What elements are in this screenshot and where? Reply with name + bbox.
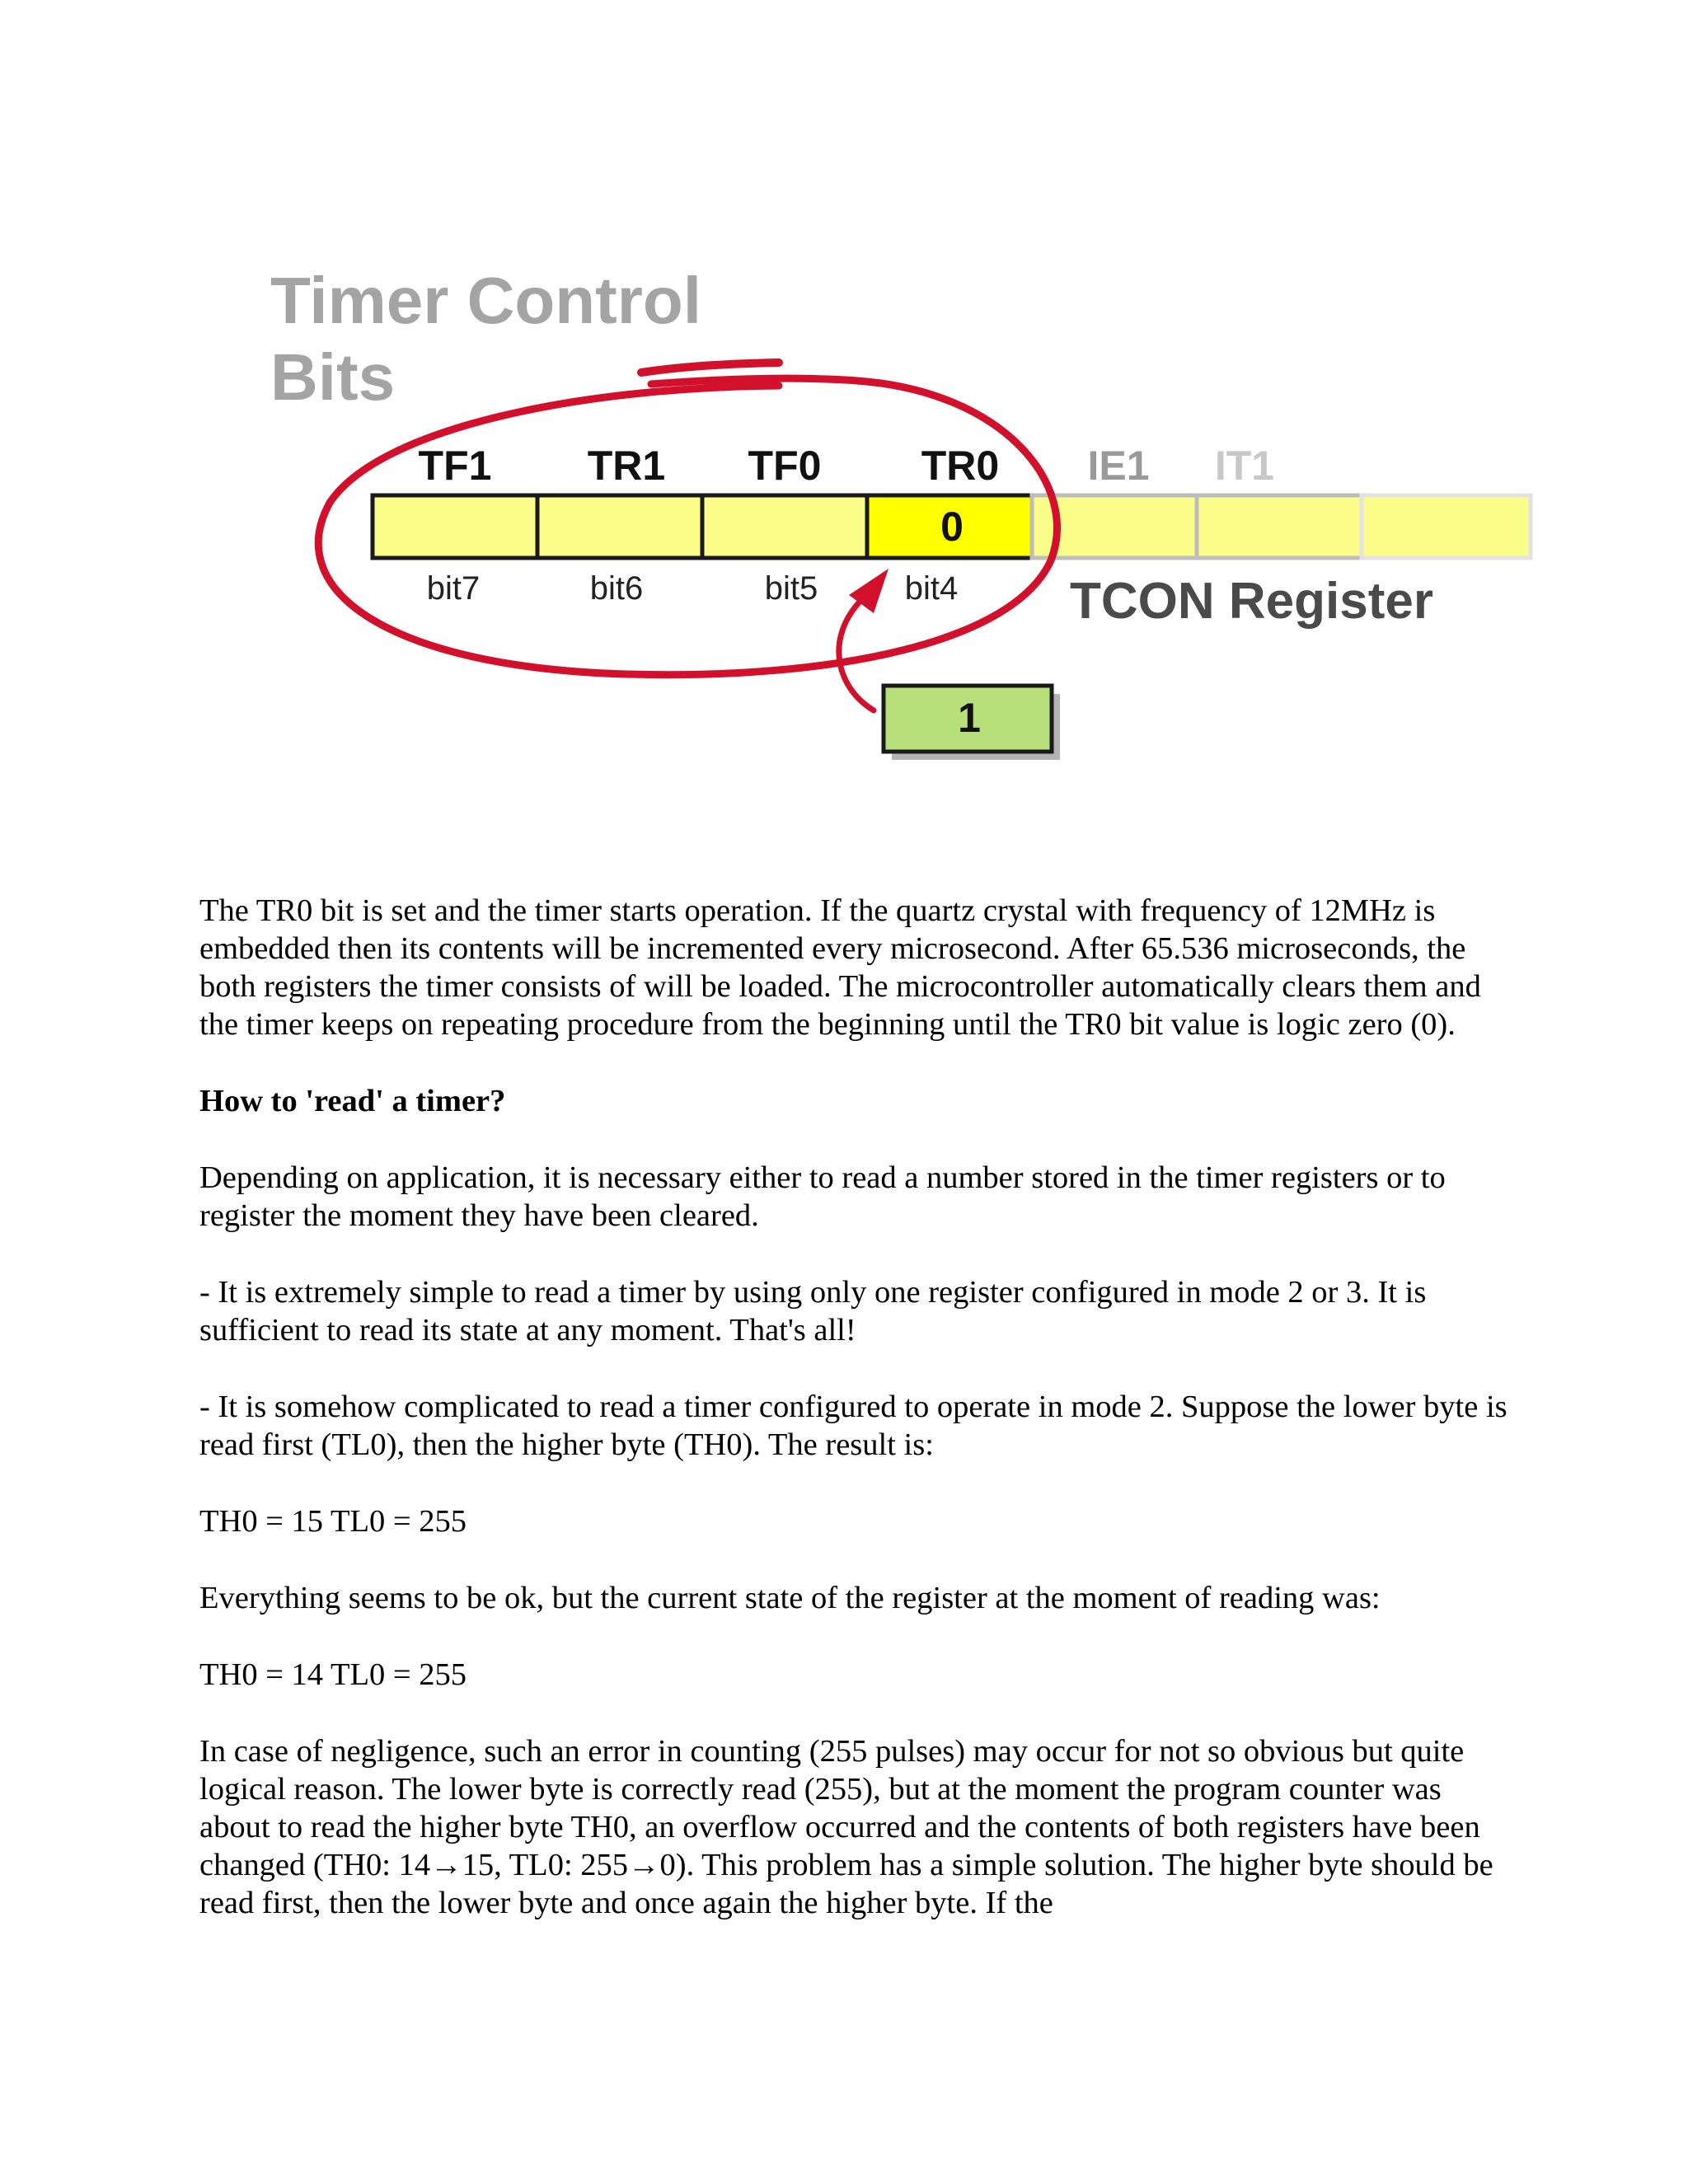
timer-control-figure bbox=[0, 0, 1688, 824]
result-line-2: TH0 = 14 TL0 = 255 bbox=[199, 1657, 467, 1692]
bit-label-tf1: TF1 bbox=[418, 443, 492, 489]
bit-label-tr0: TR0 bbox=[921, 443, 1000, 489]
paragraph-read-intro: Depending on application, it is necessary either to read a number stored in the timer registers or to register the moment they have been cleared. bbox=[199, 1160, 1446, 1233]
cell-tf1 bbox=[373, 495, 537, 558]
figure-title-line2: Bits bbox=[270, 340, 396, 414]
tr0-value: 0 bbox=[940, 504, 964, 550]
paragraph-everything-ok: Everything seems to be ok, but the current state of the register at the moment of reading was: bbox=[199, 1581, 1381, 1615]
bit-num-7: bit7 bbox=[426, 570, 481, 607]
bit-num-5: bit5 bbox=[764, 570, 818, 607]
bit-num-6: bit6 bbox=[589, 570, 644, 607]
bit-num-4: bit4 bbox=[904, 570, 959, 607]
cell-tf0 bbox=[702, 495, 867, 558]
result-line-1: TH0 = 15 TL0 = 255 bbox=[199, 1504, 467, 1539]
body-text bbox=[199, 892, 1518, 1961]
paragraph-simple-read: - It is extremely simple to read a timer by using only one register configured in mode 2 or 3. It is sufficient to read its state at any moment. That's all! bbox=[199, 1275, 1427, 1347]
paragraph-complicated-read: - It is somehow complicated to read a timer configured to operate in mode 2. Suppose the lower byte is read first (TL0), then the higher byte (TH0). The result is: bbox=[199, 1390, 1507, 1462]
set-bit-arrow bbox=[839, 569, 889, 710]
figure-title-line1: Timer Control bbox=[270, 264, 702, 337]
bit-label-tr1: TR1 bbox=[587, 443, 666, 489]
input-bit-box bbox=[884, 686, 1060, 760]
bit-label-it1: IT1 bbox=[1214, 443, 1275, 489]
cell-next bbox=[1362, 495, 1531, 558]
bit-label-tf0: TF0 bbox=[748, 443, 822, 489]
cell-tr1 bbox=[537, 495, 702, 558]
input-bit-value: 1 bbox=[958, 695, 981, 741]
register-name: TCON Register bbox=[1070, 573, 1433, 630]
bit-label-ie1: IE1 bbox=[1087, 443, 1150, 489]
section-heading: How to 'read' a timer? bbox=[199, 1084, 506, 1118]
paragraph-timer-start: The TR0 bit is set and the timer starts operation. If the quartz crystal with frequency of 12MHz is embedded then its contents will be incremented every microsecond. After 65.536 microseconds, the both registers the timer consists of will be loaded. The microcontroller automatically clears them and the timer keeps on repeating procedure from the beginning until the TR0 bit value is logic zero (0). bbox=[199, 893, 1481, 1042]
cell-it1 bbox=[1197, 495, 1362, 558]
paragraph-negligence: In case of negligence, such an error in counting (255 pulses) may occur for not so obvious but quite logical reason. The lower byte is correctly read (255), but at the moment the program counter was about to read the higher byte TH0, an overflow occurred and the contents of both registers have been changed (TH0: 14→15, TL0: 255→0). This problem has a simple solution. The higher byte should be read first, then the lower byte and once again the higher byte. If the bbox=[199, 1734, 1493, 1920]
